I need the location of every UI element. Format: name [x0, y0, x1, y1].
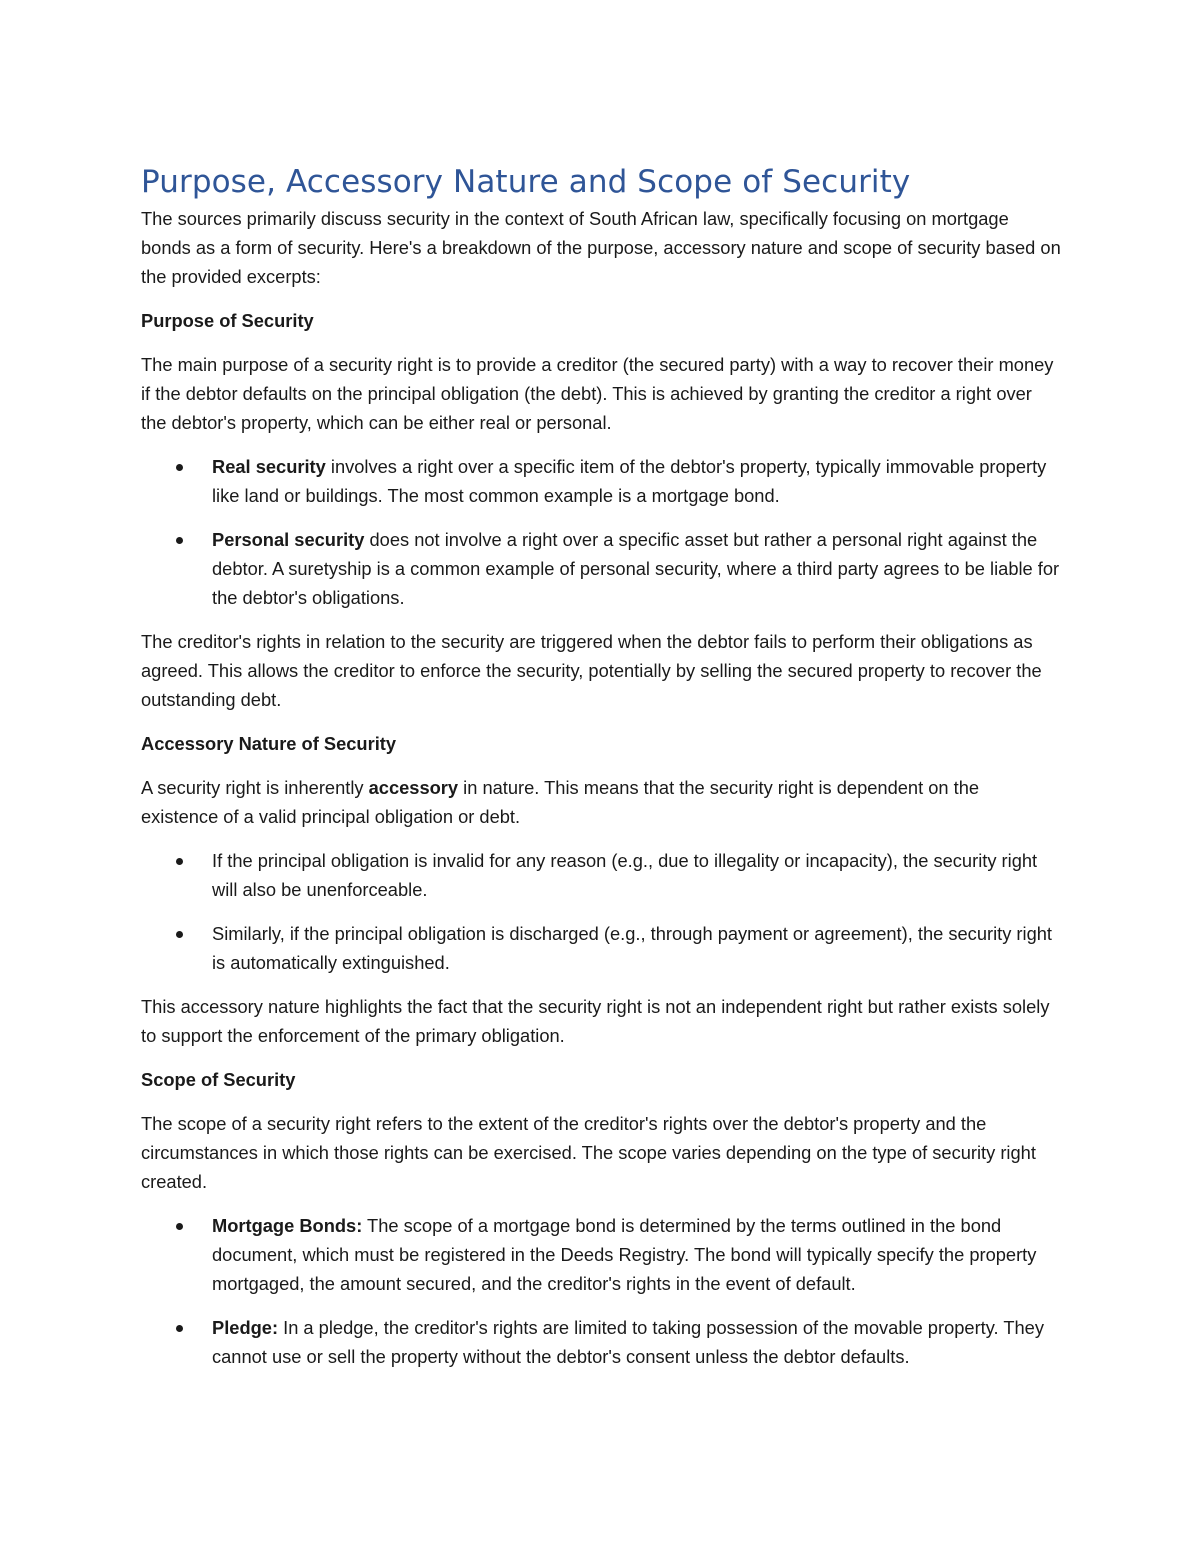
list-item [141, 452, 1061, 510]
scope-heading: Scope of Security [141, 1069, 296, 1090]
list-item-text: does not involve a right over a specific asset but rather a personal right against the debtor. A suretyship is a common example of personal security, where a third party agrees to be liable for the debtor's obligations. [212, 529, 1060, 608]
bullet-icon [176, 931, 183, 938]
purpose-heading: Purpose of Security [141, 310, 314, 331]
list-item [141, 1313, 1061, 1371]
bullet-icon [176, 858, 183, 865]
accessory-paragraph-2: This accessory nature highlights the fact that the security right is not an independent right but rather exists solely to support the enforcement of the primary obligation. [141, 996, 1050, 1046]
scope-paragraph-1: The scope of a security right refers to the extent of the creditor's rights over the debtor's property and the circumstances in which those rights can be exercised. The scope varies depending on the type of security right created. [141, 1113, 1036, 1192]
list-item-term: Personal security [212, 529, 365, 550]
accessory-text-post: in nature. This means that the security right is dependent on the existence of a valid principal obligation or debt. [141, 777, 980, 827]
purpose-paragraph-2: The creditor's rights in relation to the security are triggered when the debtor fails to perform their obligations as agreed. This allows the creditor to enforce the security, potentially by selling the secured property to recover the outstanding debt. [141, 631, 1042, 710]
intro-paragraph: The sources primarily discuss security in the context of South African law, specifically focusing on mortgage bonds as a form of security. Here's a breakdown of the purpose, accessory nature and scope of security based on the provided excerpts: [141, 208, 1061, 287]
list-item [141, 1211, 1061, 1298]
accessory-list [141, 846, 1061, 977]
accessory-text-pre: A security right is inherently [141, 777, 369, 798]
list-item-text: involves a right over a specific item of the debtor's property, typically immovable property like land or buildings. The most common example is a mortgage bond. [212, 456, 1047, 506]
accessory-term: accessory [368, 777, 459, 798]
list-item-text: If the principal obligation is invalid for any reason (e.g., due to illegality or incapacity), the security right will also be unenforceable. [212, 850, 1038, 900]
list-item [141, 919, 1061, 977]
document-body [141, 160, 1061, 1371]
list-item-text: In a pledge, the creditor's rights are limited to taking possession of the movable property. They cannot use or sell the property without the debtor's consent unless the debtor defaults. [212, 1317, 1044, 1367]
list-item-text: Similarly, if the principal obligation is discharged (e.g., through payment or agreement), the security right is automatically extinguished. [212, 923, 1052, 973]
bullet-icon [176, 1325, 183, 1332]
purpose-list [141, 452, 1061, 612]
list-item-text: The scope of a mortgage bond is determined by the terms outlined in the bond document, which must be registered in the Deeds Registry. The bond will typically specify the property mortgaged, the amount secured, and the creditor's rights in the event of default. [212, 1215, 1037, 1294]
bullet-icon [176, 1223, 183, 1230]
list-item [141, 525, 1061, 612]
list-item-term: Real security [212, 456, 326, 477]
scope-list [141, 1211, 1061, 1371]
page-title: Purpose, Accessory Nature and Scope of Security [141, 164, 911, 200]
list-item-term: Pledge: [212, 1317, 279, 1338]
bullet-icon [176, 464, 183, 471]
accessory-heading: Accessory Nature of Security [141, 733, 397, 754]
bullet-icon [176, 537, 183, 544]
list-item [141, 846, 1061, 904]
purpose-paragraph-1: The main purpose of a security right is to provide a creditor (the secured party) with a way to recover their money if the debtor defaults on the principal obligation (the debt). This is achieved by granting the creditor a right over the debtor's property, which can be either real or personal. [141, 354, 1054, 433]
accessory-paragraph-1 [141, 773, 1061, 831]
list-item-term: Mortgage Bonds: [212, 1215, 363, 1236]
